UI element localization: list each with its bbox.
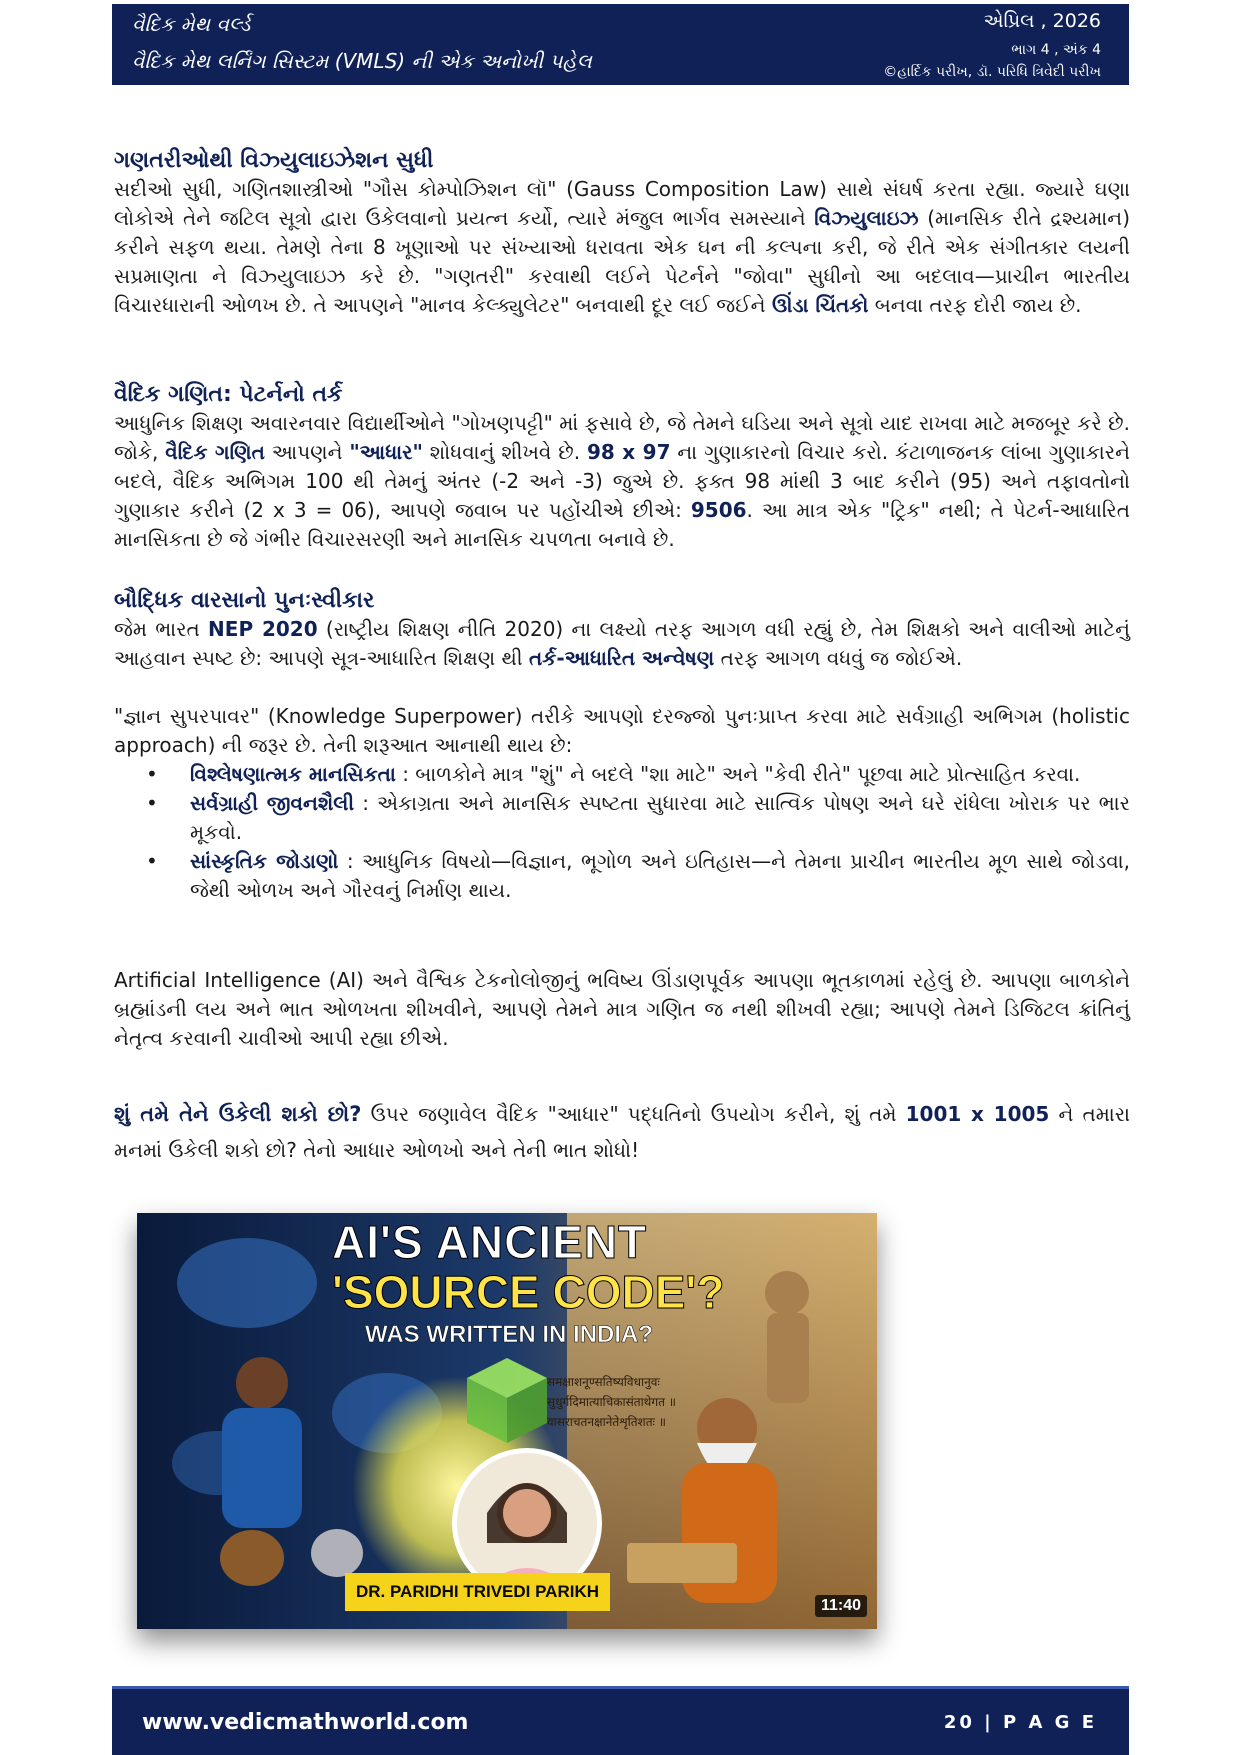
magazine-subtitle: વૈદિક મેથ લર્નિંગ સિસ્ટમ (VMLS) ની એક અનોખી પહેલ <box>132 49 592 73</box>
bullet-icon: • <box>146 849 158 873</box>
section-visualization <box>114 147 1130 320</box>
section-heading: વૈદિક ગણિત: પેટર્નનો તર્ક <box>114 382 343 407</box>
section-ai-future <box>114 966 1130 1053</box>
approach-list <box>114 760 1130 905</box>
thumbnail-title-3: WAS WRITTEN IN INDIA? <box>365 1321 653 1348</box>
bullet-icon: • <box>146 762 158 786</box>
magazine-title: વૈદિક મેથ વર્લ્ડ <box>132 12 251 36</box>
section-heritage <box>114 587 1130 673</box>
page-number: 20 | P A G E <box>943 1712 1097 1733</box>
list-item: • સર્વગ્રાહી જીવનશૈલી : એકાગ્રતા અને માનસિક સ્પષ્ટતા સુધારવા માટે સાત્વિક પોષણ અને ઘરે રાંધેલા ખોરાક પર ભાર મૂકવો. <box>146 791 1131 844</box>
video-duration: 11:40 <box>815 1595 867 1617</box>
thumbnail-title-1: AI'S ANCIENT <box>332 1216 648 1268</box>
footer-divider <box>112 1686 1129 1689</box>
section-paragraph: સદીઓ સુધી, ગણિતશાસ્ત્રીઓ "ગૌસ કોમ્પોઝિશન લૉ" (Gauss Composition Law) સાથે સંઘર્ષ કરતા રહ્યા. જ્યારે ઘણા લોકોએ તેને જટિલ સૂત્રો દ્વારા ઉકેલવાનો પ્રયત્ન કર્યો, ત્યારે મંજુલ ભાર્ગવ સમસ્યાને વિઝ્યુલાઇઝ (માનસિક રીતે દ્રશ્યમાન) કરીને સફળ થયા. તેમણે તેના 8 ખૂણાઓ પર સંખ્યાઓ ધરાવતા એક ઘન ની કલ્પના કરી, જે રીતે એક સંગીતકાર લયની સપ્રમાણતા ને વિઝ્યુલાઇઝ કરે છે. "ગણતરી" કરવાથી લઈને પેટર્નને "જોવા" સુધીનો આ બદલાવ—પ્રાચીન ભારતીય વિચારધારાની ઓળખ છે. તે આપણને "માનવ કેલ્ક્યુલેટર" બનવાથી દૂર લઈ જઈને ઊંડા ચિંતકો બનવા તરફ દોરી જાય છે. <box>114 177 1130 317</box>
thumbnail-title-2: 'SOURCE CODE'? <box>332 1266 725 1318</box>
section-paragraph: આધુનિક શિક્ષણ અવારનવાર વિદ્યાર્થીઓને "ગોખણપટ્ટી" માં ફસાવે છે, જે તેમને ઘડિયા અને સૂત્રો યાદ રાખવા માટે મજબૂર કરે છે. જોકે, વૈદિક ગણિત આપણને "આધાર" શોધવાનું શીખવે છે. 98 x 97 ના ગુણાકારનો વિચાર કરો. કંટાળાજનક લાંબા ગુણાકારને બદલે, વૈદિક અભિગમ 100 થી તેમનું અંતર (-2 અને -3) જુએ છે. ફક્ત 98 માંથી 3 બાદ કરીને (95) અને તફાવતોનો ગુણાકાર કરીને (2 x 3 = 06), આપણે જવાબ પર પહોંચીએ છીએ: 9506. આ માત્ર એક "ટ્રિક" નથી; તે પેટર્ન-આધારિત માનસિકતા છે જે ગંભીર વિચારસરણી અને માનસિક ચપળતા બનાવે છે. <box>114 411 1130 551</box>
list-item: • સાંસ્કૃતિક જોડાણો : આધુનિક વિષયો—વિજ્ઞાન, ભૂગોળ અને ઇતિહાસ—ને તેમના પ્રાચીન ભારતીય મૂળ સાથે જોડવા, જેથી ઓળખ અને ગૌરવનું નિર્માણ થાય. <box>146 849 1130 902</box>
puzzle-block <box>114 1096 1130 1168</box>
section-heading: બૌદ્ધિક વારસાનો પુનઃસ્વીકાર <box>114 588 375 613</box>
section-heading: ગણતરીઓથી વિઝ્યુલાઇઝેશન સુધી <box>114 148 434 173</box>
issue-date: એપ્રિલ , 2026 <box>983 10 1101 32</box>
section-paragraph: જેમ ભારત NEP 2020 (રાષ્ટ્રીય શિક્ષણ નીતિ 2020) ના લક્ષ્યો તરફ આગળ વધી રહ્યું છે, તેમ શિક્ષકો અને વાલીઓ માટેનું આહવાન સ્પષ્ટ છે: આપણે સૂત્ર-આધારિત શિક્ષણ થી તર્ક-આધારિત અન્વેષણ તરફ આગળ વધવું જ જોઈએ. <box>114 617 1130 670</box>
sanskrit-verse-1: समक्षाशनूण्सतिष्यविधानुवः <box>547 1375 660 1389</box>
section-vedic-math <box>114 381 1130 554</box>
issue-number: ભાગ 4 , અંક 4 <box>1011 42 1101 58</box>
website-link[interactable]: www.vedicmathworld.com <box>142 1710 469 1735</box>
authors-credit: ©હાર્દિક પરીખ, ડૉ. પરિધિ ત્રિવેદી પરીખ <box>883 64 1101 80</box>
bullet-icon: • <box>146 791 158 815</box>
presenter-caption: DR. PARIDHI TRIVEDI PARIKH <box>345 1573 610 1611</box>
list-item: • વિશ્લેષણાત્મક માનસિકતા : બાળકોને માત્ર "શું" ને બદલે "શા માટે" અને "કેવી રીતે" પૂછવા માટે પ્રોત્સાહિત કરવા. <box>114 760 1130 789</box>
puzzle-paragraph: શું તમે તેને ઉકેલી શકો છો? ઉપર જણાવેલ વૈદિક "આધાર" પદ્ધતિનો ઉપયોગ કરીને, શું તમે 1001 x 1005 ને તમારા મનમાં ઉકેલી શકો છો? તેનો આધાર ઓળખો અને તેની ભાત શોધો! <box>114 1102 1131 1162</box>
section-holistic <box>114 702 1130 905</box>
page-header <box>112 4 1129 85</box>
sanskrit-verse-2: सुधुर्गदिमात्याचिकासंताथेगत ॥ <box>547 1395 676 1409</box>
section-paragraph: Artificial Intelligence (AI) અને વૈશ્વિક ટેકનોલોજીનું ભવિષ્ય ઊંડાણપૂર્વક આપણા ભૂતકાળમાં રહેલું છે. આપણા બાળકોને બ્રહ્માંડની લય અને ભાત ઓળખતા શીખવીને, આપણે તેમને માત્ર ગણિત જ નથી શીખવી રહ્યા; આપણે તેમને ડિજિટલ ક્રાંતિનું નેતૃત્વ કરવાની ચાવીઓ આપી રહ્યા છીએ. <box>114 968 1130 1050</box>
page-footer <box>112 1686 1129 1755</box>
intro-paragraph: "જ્ઞાન સુપરપાવર" (Knowledge Superpower) તરીકે આપણો દરજ્જો પુનઃપ્રાપ્ત કરવા માટે સર્વગ્રાહી અભિગમ (holistic approach) ની જરૂર છે. તેની શરૂઆત આનાથી થાય છે: <box>114 704 1130 757</box>
video-thumbnail[interactable] <box>137 1213 877 1629</box>
sanskrit-verse-3: वासराचतनक्षानेतेशृतिशतः ॥ <box>547 1415 666 1429</box>
